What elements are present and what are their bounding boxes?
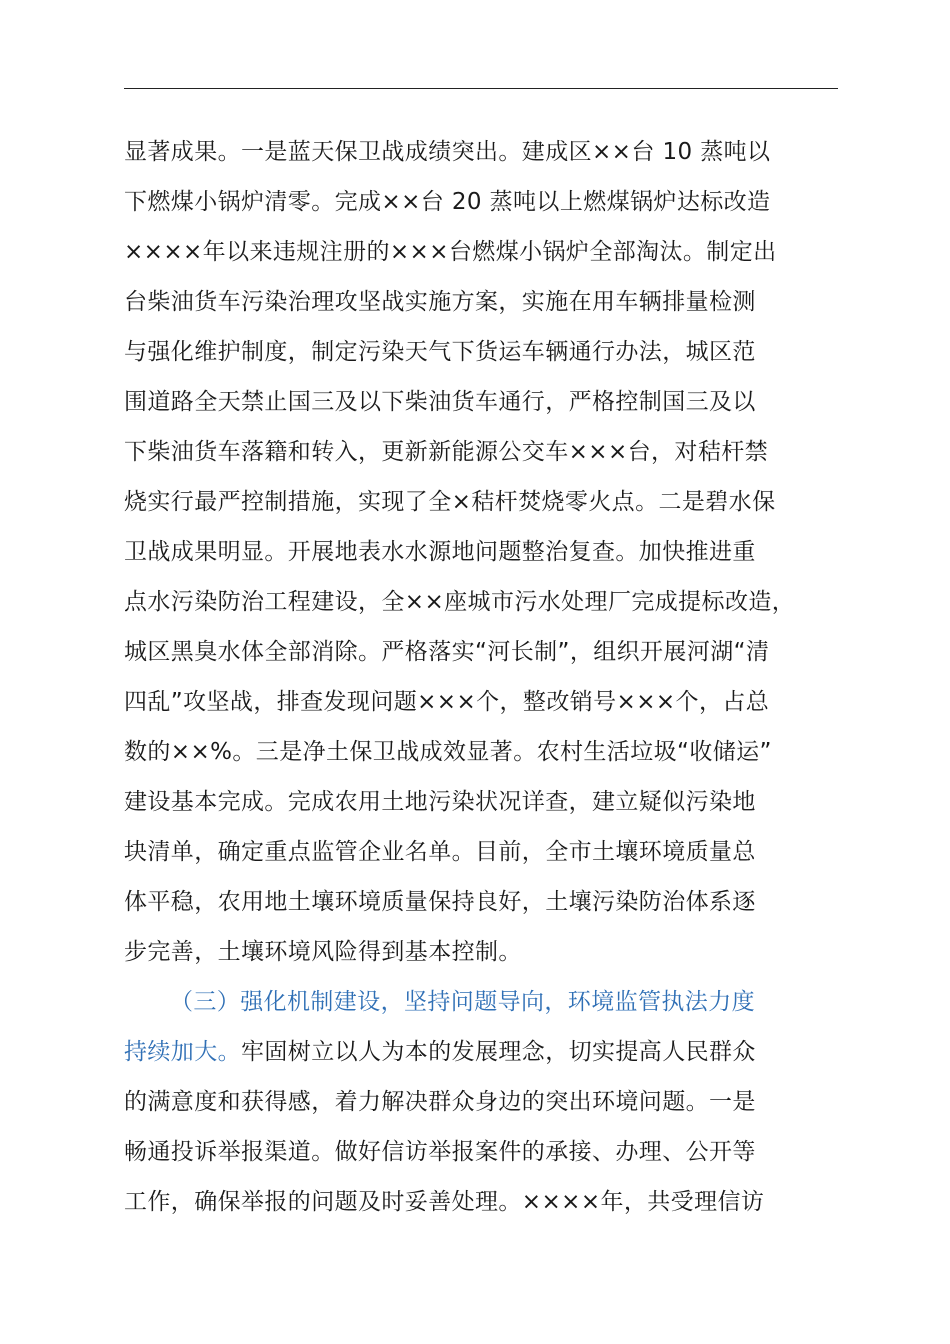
body-line: ××××年以来违规注册的×××台燃煤小锅炉全部淘汰。制定出 <box>124 239 777 265</box>
body-line: 显著成果。一是蓝天保卫战成绩突出。建成区××台 10 蒸吨以 <box>124 139 771 165</box>
body-line: 工作，确保举报的问题及时妥善处理。××××年，共受理信访 <box>124 1189 765 1215</box>
body-line: 烧实行最严控制措施，实现了全×秸杆焚烧零火点。二是碧水保 <box>124 489 776 515</box>
section-heading-end: 持续加大。 <box>124 1039 241 1065</box>
body-line: 点水污染防治工程建设，全××座城市污水处理厂完成提标改造， <box>124 589 796 615</box>
body-line: 的满意度和获得感，着力解决群众身边的突出环境问题。一是 <box>124 1089 756 1115</box>
body-line: 卫战成果明显。开展地表水水源地问题整治复查。加快推进重 <box>124 539 756 565</box>
body-line: 步完善，土壤环境风险得到基本控制。 <box>124 939 522 965</box>
body-line: 围道路全天禁止国三及以下柴油货车通行，严格控制国三及以 <box>124 389 756 415</box>
body-line: 块清单，确定重点监管企业名单。目前，全市土壤环境质量总 <box>124 839 756 865</box>
body-line: 体平稳，农用地土壤环境质量保持良好，土壤污染防治体系逐 <box>124 889 756 915</box>
body-line: 下燃煤小锅炉清零。完成××台 20 蒸吨以上燃煤锅炉达标改造 <box>124 189 771 215</box>
section-heading: （三）强化机制建设，坚持问题导向，环境监管执法力度 <box>170 989 755 1015</box>
body-line: 畅通投诉举报渠道。做好信访举报案件的承接、办理、公开等 <box>124 1139 756 1165</box>
body-line: 下柴油货车落籍和转入，更新新能源公交车×××台，对秸杆禁 <box>124 439 769 465</box>
body-line: 与强化维护制度，制定污染天气下货运车辆通行办法，城区范 <box>124 339 756 365</box>
body-line: 台柴油货车污染治理攻坚战实施方案，实施在用车辆排量检测 <box>124 289 756 315</box>
body-line: 数的××%。三是净土保卫战成效显著。农村生活垃圾“收储运” <box>124 739 772 765</box>
body-text: 牢固树立以人为本的发展理念，切实提高人民群众 <box>241 1039 756 1065</box>
body-line: 四乱”攻坚战，排查发现问题×××个，整改销号×××个，占总 <box>124 689 770 715</box>
header-rule <box>124 88 838 89</box>
heading-continuation-line <box>124 1027 884 1077</box>
body-line: 建设基本完成。完成农用土地污染状况详查，建立疑似污染地 <box>124 789 756 815</box>
document-body <box>124 127 884 1227</box>
body-line: 城区黑臭水体全部消除。严格落实“河长制”，组织开展河湖“清 <box>124 639 770 665</box>
